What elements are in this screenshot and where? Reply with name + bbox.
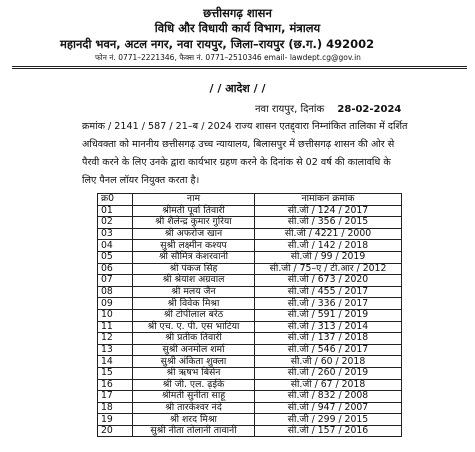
cell-enrollment: सी.जी / 99 / 2019 bbox=[255, 251, 402, 263]
cell-name: सुश्री अंकिता शुक्ला bbox=[133, 356, 255, 368]
cell-enrollment: सी.जी / 336 / 2017 bbox=[255, 298, 402, 310]
cell-enrollment: सी.जी / 455 / 2017 bbox=[255, 286, 402, 298]
cell-serial: 17 bbox=[98, 391, 133, 403]
cell-enrollment: सी.जी / 67 / 2018 bbox=[255, 379, 402, 391]
column-header-enrollment: नामांकन क्रमांक bbox=[255, 194, 402, 206]
cell-serial: 03 bbox=[98, 228, 133, 240]
table-body bbox=[98, 205, 402, 437]
header-divider bbox=[12, 66, 467, 67]
header-contact: फोन नं. 0771–2221346, फैक्स नं. 0771–2510346 email- lawdept.cg@gov.in bbox=[95, 53, 361, 62]
cell-serial: 05 bbox=[98, 251, 133, 263]
paragraph-line-1: क्रमांक / 2141 / 587 / 21–ब / 2024 राज्य शासन एतद्द्वारा निम्नांकित तालिका में दर्शित bbox=[82, 121, 408, 132]
cell-serial: 12 bbox=[98, 333, 133, 345]
table-row bbox=[98, 217, 402, 229]
cell-name: श्री सौमित्र केशरवानी bbox=[133, 251, 255, 263]
dateline bbox=[255, 101, 401, 115]
dateline-place: नवा रायपुर, दिनांक bbox=[255, 104, 325, 115]
cell-enrollment: सी.जी / 591 / 2019 bbox=[255, 309, 402, 321]
cell-name: श्री मलय जैन bbox=[133, 286, 255, 298]
cell-enrollment: सी.जी / 75–ए / टी.आर / 2012 bbox=[255, 263, 402, 275]
table-header-row bbox=[98, 194, 402, 206]
header-state-government: छत्तीसगढ़ शासन bbox=[203, 6, 272, 20]
cell-name: सुश्री नीता तोलानी तावानी bbox=[133, 425, 255, 437]
cell-name: सुश्री अनमोल शर्मा bbox=[133, 344, 255, 356]
cell-name: श्री ऋषभ बिसेन bbox=[133, 367, 255, 379]
cell-serial: 09 bbox=[98, 298, 133, 310]
table-row bbox=[98, 356, 402, 368]
cell-name: श्री टोपीलाल बरेठ bbox=[133, 309, 255, 321]
cell-serial: 04 bbox=[98, 240, 133, 252]
table-row bbox=[98, 425, 402, 437]
table-row bbox=[98, 275, 402, 287]
cell-serial: 10 bbox=[98, 309, 133, 321]
table-row bbox=[98, 309, 402, 321]
column-header-name: नाम bbox=[133, 194, 255, 206]
table-row bbox=[98, 379, 402, 391]
table-row bbox=[98, 228, 402, 240]
cell-enrollment: सी.जी / 546 / 2017 bbox=[255, 344, 402, 356]
table-row bbox=[98, 367, 402, 379]
column-header-serial: क्र0 bbox=[98, 194, 133, 206]
dateline-date: 28-02-2024 bbox=[337, 104, 402, 115]
cell-serial: 14 bbox=[98, 356, 133, 368]
cell-name: श्री पंकज सिंह bbox=[133, 263, 255, 275]
cell-name: श्री प्रतीक तिवारी bbox=[133, 333, 255, 345]
cell-serial: 02 bbox=[98, 217, 133, 229]
cell-enrollment: सी.जी / 124 / 2017 bbox=[255, 205, 402, 217]
cell-enrollment: सी.जी / 313 / 2014 bbox=[255, 321, 402, 333]
cell-name: श्री जी. एल. ढ़ईके bbox=[133, 379, 255, 391]
panel-lawyer-table bbox=[97, 193, 402, 437]
table-row bbox=[98, 263, 402, 275]
table-row bbox=[98, 251, 402, 263]
cell-serial: 15 bbox=[98, 367, 133, 379]
cell-serial: 16 bbox=[98, 379, 133, 391]
table-row bbox=[98, 344, 402, 356]
cell-serial: 20 bbox=[98, 425, 133, 437]
cell-name: श्री शरद मिश्रा bbox=[133, 414, 255, 426]
cell-enrollment: सी.जी / 832 / 2008 bbox=[255, 391, 402, 403]
paragraph-line-2: अधिवक्ता को माननीय छत्तीसगढ़ उच्च न्यायालय, बिलासपुर में छत्तीसगढ़ शासन की ओर से bbox=[82, 139, 395, 150]
table-row bbox=[98, 391, 402, 403]
cell-serial: 06 bbox=[98, 263, 133, 275]
cell-enrollment: सी.जी / 142 / 2018 bbox=[255, 240, 402, 252]
table-row bbox=[98, 298, 402, 310]
cell-enrollment: सी.जी / 356 / 2015 bbox=[255, 217, 402, 229]
cell-name: सुश्री लक्ष्मीन कश्यप bbox=[133, 240, 255, 252]
cell-serial: 01 bbox=[98, 205, 133, 217]
cell-enrollment: सी.जी / 947 / 2007 bbox=[255, 402, 402, 414]
header-divider-second bbox=[12, 68, 467, 69]
table-row bbox=[98, 402, 402, 414]
cell-enrollment: सी.जी / 157 / 2016 bbox=[255, 425, 402, 437]
table-row bbox=[98, 333, 402, 345]
cell-enrollment: सी.जी / 299 / 2015 bbox=[255, 414, 402, 426]
cell-enrollment: सी.जी / 60 / 2018 bbox=[255, 356, 402, 368]
table-row bbox=[98, 321, 402, 333]
cell-name: श्री शैलेन्द्र कुमार गुरिया bbox=[133, 217, 255, 229]
table-row bbox=[98, 240, 402, 252]
cell-serial: 11 bbox=[98, 321, 133, 333]
table-row bbox=[98, 414, 402, 426]
cell-enrollment: सी.जी / 4221 / 2000 bbox=[255, 228, 402, 240]
cell-serial: 07 bbox=[98, 275, 133, 287]
order-title: / / आदेश / / bbox=[209, 82, 266, 95]
cell-serial: 13 bbox=[98, 344, 133, 356]
table-row bbox=[98, 205, 402, 217]
cell-name: श्रीमती पूर्वा तिवारी bbox=[133, 205, 255, 217]
cell-enrollment: सी.जी / 137 / 2018 bbox=[255, 333, 402, 345]
table-row bbox=[98, 286, 402, 298]
cell-serial: 19 bbox=[98, 414, 133, 426]
cell-name: श्री तारकेश्वर नंदे bbox=[133, 402, 255, 414]
cell-enrollment: सी.जी / 260 / 2019 bbox=[255, 367, 402, 379]
header-address: महानदी भवन, अटल नगर, नवा रायपुर, जिला–रायपुर (छ.ग.) 492002 bbox=[60, 37, 375, 51]
cell-serial: 18 bbox=[98, 402, 133, 414]
paragraph-line-3: पैरवी करने के लिए उनके द्वारा कार्यभार ग्रहण करने के दिनांक से 02 वर्ष की कालावधि के bbox=[82, 157, 391, 168]
paragraph-line-4: लिए पैनल लॉयर नियुक्त करता है। bbox=[82, 175, 200, 186]
header-department: विधि और विधायी कार्य विभाग, मंत्रालय bbox=[154, 21, 321, 35]
cell-name: श्री अफरोज खान bbox=[133, 228, 255, 240]
cell-enrollment: सी.जी / 673 / 2020 bbox=[255, 275, 402, 287]
cell-name: श्री श्रेयांश अग्रवाल bbox=[133, 275, 255, 287]
cell-name: श्री एच. ए. पी. एस भाटिया bbox=[133, 321, 255, 333]
cell-name: श्रीमती सुनीता साहू bbox=[133, 391, 255, 403]
cell-name: श्री विवेक मिश्रा bbox=[133, 298, 255, 310]
cell-serial: 08 bbox=[98, 286, 133, 298]
